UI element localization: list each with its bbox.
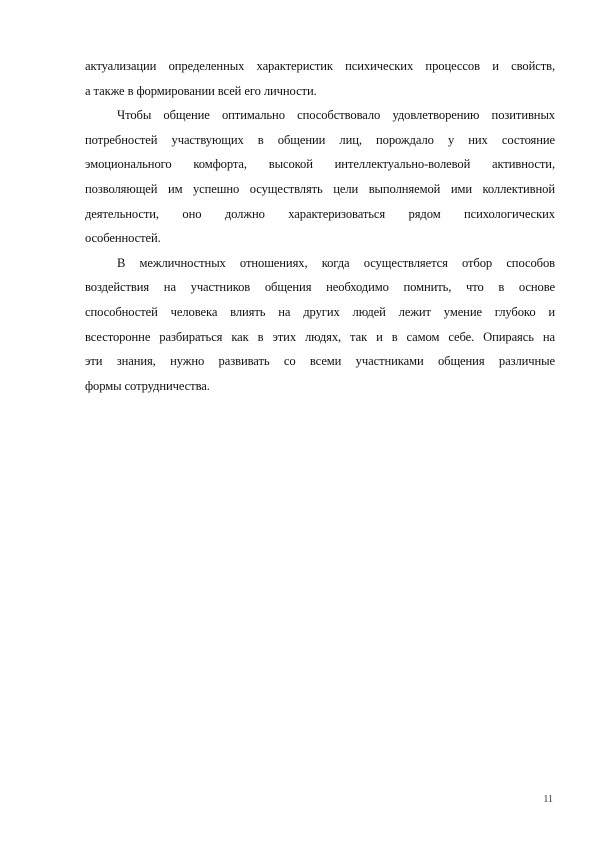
text-line: деятельности, оно должно характеризоваться рядом психологических [85, 206, 555, 221]
text-line: а также в формировании всей его личности. [85, 83, 317, 98]
paragraph-1 [85, 54, 555, 103]
text-line: Чтобы общение оптимально способствовало удовлетворению позитивных [117, 108, 555, 123]
text-line: всесторонне разбираться как в этих людях, так и в самом себе. Опираясь на [85, 329, 555, 344]
text-line: позволяющей им успешно осуществлять цели выполняемой ими коллективной [85, 181, 555, 196]
text-line: потребностей участвующих в общении лиц, порождало у них состояние [85, 132, 555, 147]
paragraph-2 [85, 103, 555, 251]
text-line: эмоционального комфорта, высокой интеллектуально-волевой активности, [85, 157, 555, 172]
text-line: формы сотрудничества. [85, 378, 210, 393]
paragraph-3 [85, 251, 555, 399]
page-number: 11 [543, 794, 553, 805]
document-body [85, 54, 555, 398]
text-line: В межличностных отношениях, когда осуществляется отбор способов [117, 255, 555, 270]
text-line: способностей человека влиять на других людей лежит умение глубоко и [85, 304, 555, 319]
text-line: особенностей. [85, 231, 161, 246]
text-line: актуализации определенных характеристик психических процессов и свойств, [85, 59, 555, 73]
text-line: эти знания, нужно развивать со всеми участниками общения различные [85, 354, 555, 369]
text-line: воздействия на участников общения необходимо помнить, что в основе [85, 280, 555, 295]
